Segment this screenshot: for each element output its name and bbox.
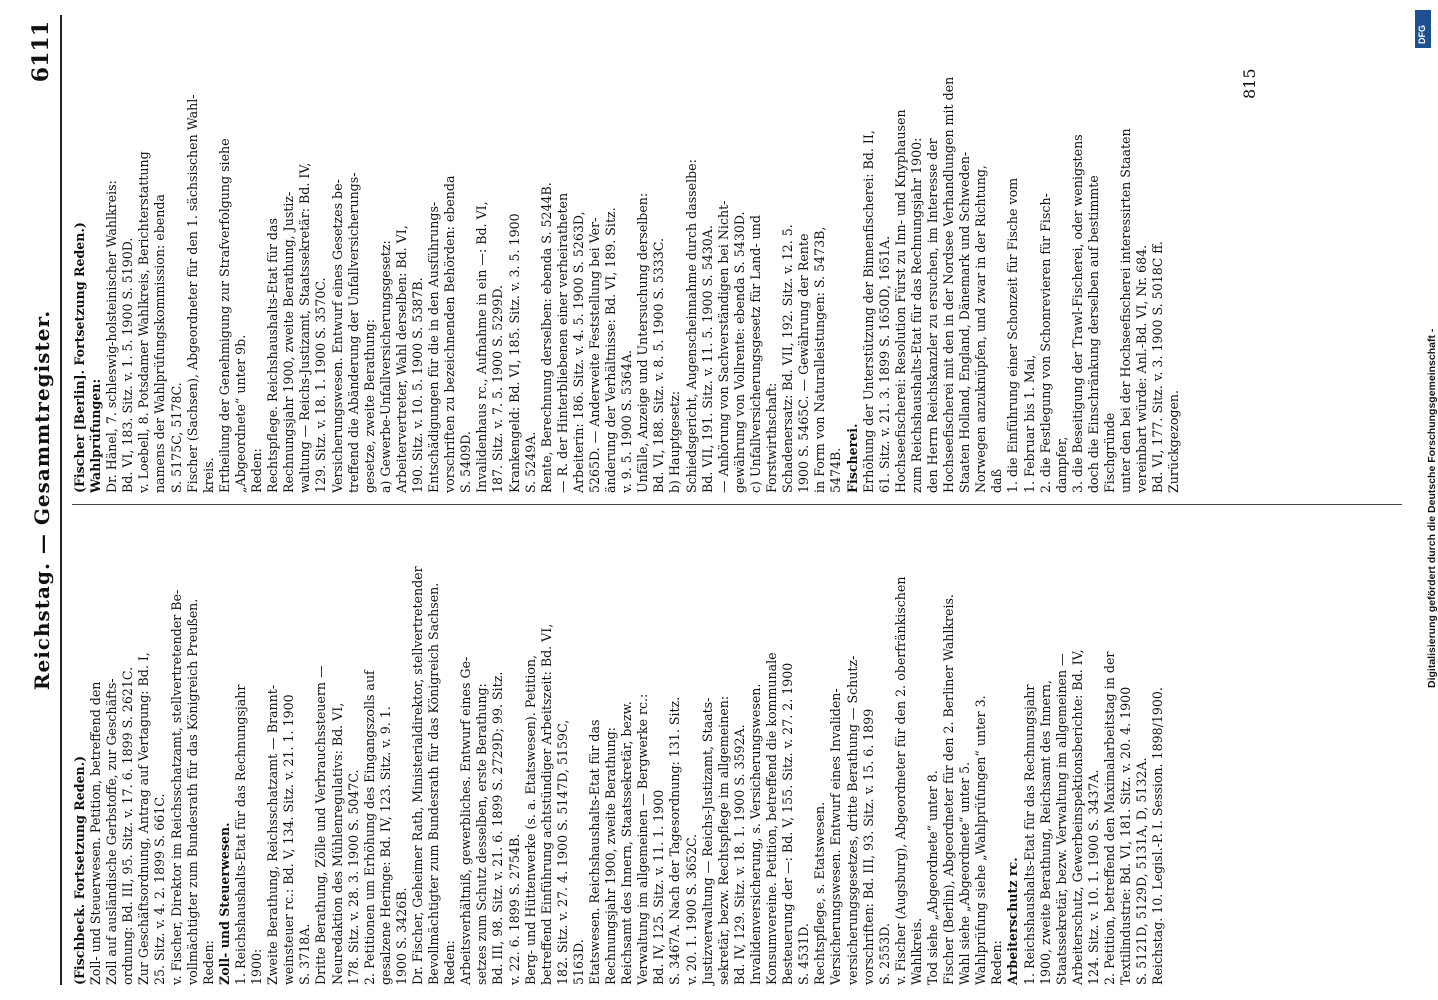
text-line: Bd. VI, 177. Sitz. v. 3. 1900 S. 5018C ff. [1150,241,1166,493]
page-title: Reichstag. — Gesammtregister. [30,309,54,691]
text-line: Invalidenversicherung, s. Versicherungswesen. [747,683,763,985]
text-line: a) Gewerbe-Unfallversicherungsgesetz: [377,240,393,493]
text-line: Staaten Holland, England, Dänemark und Schweden- [957,151,973,493]
text-line: 5474B. [828,447,844,493]
text-line: „Abgeordnete“ unter 9b. [232,334,248,493]
side-caption [1410,8,1438,688]
text-line: änderung der Verhältnisse: Bd. VI, 189. Sitz. [603,207,619,493]
left-column [72,515,1412,985]
text-line: namens der Wahlprüfungskommission: ebenda [152,194,168,493]
text-line: Arbeiterin: 186. Sitz. v. 4. 5. 1900 S. 5263D, [570,211,586,493]
footer-number: 815 [1240,68,1259,99]
text-line: Arbeitsverhältniß, gewerbliches. Entwurf eines Ge- [458,656,474,985]
text-line: betreffend Einführung achtstündiger Arbeitszeit: Bd. VI, [538,623,554,985]
text-line: ordnung: Bd. III, 95. Sitz. v. 17. 6. 1899 S. 2621C. [120,666,136,985]
text-line: 1. Reichshaushalts-Etat für das Rechnungsjahr [1021,684,1037,985]
text-line: Rechtspflege. Reichshaushalts-Etat für das [265,218,281,493]
text-line: 5265D. — Anderweite Feststellung bei Ver- [587,217,602,493]
text-line: 1. Februar bis 1. Mai, [1021,354,1037,493]
text-line: Bd. IV, 129. Sitz. v. 18. 1. 1900 S. 3592A. [731,724,747,985]
text-line: unter den bei der Hochseefischerei interessirten Staaten [1118,128,1134,493]
text-line: Berg- und Hüttenwerke (s. a. Etatswesen). Petition, [522,654,538,985]
text-line: Fischer (Berlin), Abgeordneter für den 2. Berliner Wahlkreis. [941,594,957,985]
text-line: versicherungsgesetzes, dritte Berathung — Schutz- [844,655,860,985]
text-line: Dritte Berathung, Zölle und Verbrauchssteuern — [313,665,329,985]
text-line: 1. Reichshaushalts-Etat für das Rechnungsjahr [232,684,248,985]
text-line: Reden: [442,940,458,985]
text-line: Besteuerung der —: Bd. V, 155. Sitz. v. 27. 2. 1900 [780,662,796,985]
text-line: S. 2553D. [876,923,892,985]
text-line: Justizverwaltung — Reichs-Justizamt, Staats- [699,697,715,985]
text-line: dampfer, [1053,436,1069,493]
text-line: Entschädigungen für die in den Ausführungs- [426,201,442,493]
text-line: Tod siehe „Abgeordnete“ unter 8. [924,770,940,985]
text-line: den Herrn Reichskanzler zu ersuchen, im Interesse der [924,138,940,493]
text-line: gesalzene Heringe: Bd. IV, 123. Sitz. v. 9. 1. [377,706,393,985]
text-line: b) Hauptgesetz: [667,390,683,493]
text-line: gesetze, zweite Berathung: [361,319,377,493]
text-line: vereinbart würde: Anl.-Bd. VI, Nr. 684. [1134,244,1150,493]
text-line: vorschriften zu bezeichnenden Behörden: ebenda [442,175,458,493]
text-line: 1900 S. 3426B. [393,887,409,985]
text-line: Unfälle, Anzeige und Untersuchung derselben: [635,192,651,493]
rotated-page [20,15,1420,985]
page-number: 6111 [28,21,54,83]
text-line: S. 5409D. [458,431,474,493]
text-line: Fischerei. [844,423,860,493]
text-line: 124. Sitz. v. 10. 1. 1900 S. 3437A. [1085,769,1101,985]
text-line: 182. Sitz. v. 27. 4. 1900 S. 5147D, 5159C, [554,719,570,985]
header-rule [60,15,62,985]
text-line: Reden: [989,940,1005,985]
text-line: Erhöhung der Unterstützung der Binnenfischerei: Bd. II, [860,130,876,493]
text-line: S. 5175C, 5178C. [168,382,184,493]
text-line: in Form von Naturalleistungen: S. 5473B, [812,226,828,493]
text-line: Forstwirthschaft: [764,382,780,493]
text-line: Norwegen anzuknüpfen, und zwar in der Richtung, [973,165,989,493]
text-line: Krankengeld: Bd. VI, 185. Sitz. v. 3. 5. 1900 [506,213,522,493]
text-line: Versicherungswesen. Entwurf eines Gesetzes be- [329,179,345,493]
text-line: Reichstag. 10. Legisl.-P. I. Session. 1898/1900. [1150,687,1166,985]
text-line: Fischgründe [1102,412,1117,493]
text-line: S. 4531D. [796,923,812,985]
text-line: weinsteuer rc.: Bd. V, 134. Sitz. v. 21. 1. 1900 [281,694,297,985]
text-line: gewährung von Vollrente: ebenda S. 5430D. [731,211,747,493]
text-line: Dr. Fischer, Geheimer Rath, Ministerialdirektor, stellvertretender [409,566,425,985]
text-line: Invalidenhaus rc., Aufnahme in ein —: Bd. VI, [474,201,490,493]
text-line: daß [989,469,1005,493]
text-line: doch die Einschränkung derselben auf bestimmte [1085,175,1101,493]
text-line: v. Fischer (Augsburg), Abgeordneter für den 2. oberfränkischen [892,576,908,985]
text-line: Ertheilung der Genehmigung zur Strafverfolgung siehe [216,138,232,493]
text-line: vorschriften: Bd. III, 93. Sitz. v. 15. 6. 1899 [860,708,876,985]
dfg-logo [1415,10,1431,48]
text-line: Etatswesen. Reichshaushalts-Etat für das [587,719,602,985]
text-line: Schiedsgericht, Augenscheinnahme durch dasselbe: [683,159,699,493]
text-line: Verwaltung im allgemeinen — Bergwerke rc.: [635,693,651,985]
text-line: c) Unfallversicherungsgesetz für Land- und [747,215,763,493]
side-caption-text: Digitalisierung gefördert durch die Deutsche Forschungsgemeinschaft - [1426,328,1438,688]
text-line: Rente, Berechnung derselben: ebenda S. 5244B. [538,182,554,493]
text-line: Arbeiterschutz rc. [1005,857,1021,985]
text-line: Arbeiterschutz, Gewerbeinspektionsberichte: Bd. IV, [1069,649,1085,985]
text-line: S. 5121D, 5129D, 5131A, D, 5132A. [1134,757,1150,985]
text-line: Dr. Hänel, 7. schleswig-holsteinischer Wahlkreis: [104,180,120,493]
text-line: Rechtspflege, s. Etatswesen. [812,801,828,985]
page-header [20,15,74,985]
text-line: Konsumvereine. Petition, betreffend die kommunale [764,652,780,985]
text-line: vollmächtigter zum Bundesrath für das Königreich Preußen. [184,598,200,985]
text-line: Fischer (Sachsen), Abgeordneter für den 1. sächsischen Wahl- [184,94,200,493]
text-line: 1900: [249,948,265,985]
text-line: Bd. VII, 191. Sitz. v. 11. 5. 1900 S. 5430A. [699,225,715,493]
text-line: 178. Sitz. v. 28. 3. 1900 S. 5047C. [345,769,361,985]
text-line: S. 3467A. Nach der Tagesordnung: 131. Sitz. [667,696,683,985]
text-line: S. 5249A. [522,431,538,493]
text-line: — R. der Hinterbliebenen einer verheiratheten [554,192,570,493]
text-line: Rechnungsjahr 1900, zweite Berathung, Justiz- [281,191,297,493]
text-line: Textilindustrie: Bd. VI, 181. Sitz. v. 20. 4. 1900 [1118,686,1134,985]
text-line: — Anhörung von Sachverständigen bei Nicht- [715,200,731,493]
text-line: 187. Sitz. v. 7. 5. 1900 S. 5299D. [490,284,506,493]
text-line: 2. die Festlegung von Schonrevieren für Fisch- [1037,193,1053,493]
text-line: 129. Sitz. v. 18. 1. 1900 S. 3570C. [313,277,329,493]
text-line: Zoll- und Steuerwesen. [216,822,232,985]
text-line: Zur Geschäftsordnung, Antrag auf Vertagung: Bd. I, [136,652,152,985]
text-line: 1900 S. 5465C. — Gewährung der Rente [796,233,812,493]
text-line: Arbeitervertreter, Wahl derselben: Bd. VI, [393,225,409,493]
text-line: Wahlprüfungen: [88,378,104,493]
right-column [72,23,1412,493]
text-line: (Fischer [Berlin]. Fortsetzung Reden.) [72,222,87,493]
text-line: Wahlprüfung siehe „Wahlprüfungen“ unter 3. [973,695,989,985]
text-line: treffend die Abänderung der Unfallversicherungs- [345,172,361,493]
text-line: 61. Sitz. v. 21. 3. 1899 S. 1650D, 1651A. [876,235,892,493]
text-line: 25. Sitz. v. 4. 2. 1899 S. 661C. [152,793,168,985]
text-line: v. 22. 6. 1899 S. 2754B. [506,833,522,985]
text-line: Hochseefischerei: Resolution Fürst zu Inn- und Knyphausen [892,109,908,493]
text-line: Reden: [249,448,265,493]
text-line: Neuredaktion des Mühlenregulativs: Bd. VI, [329,702,345,985]
column-divider [72,504,1402,505]
text-line: v. 9. 5. 1900 S. 5364A. [619,349,635,493]
text-line: waltung — Reichs-Justizamt, Staatssekretär: Bd. IV, [297,162,313,493]
text-line: Staatssekretär, bezw. Verwaltung im allgemeinen — [1053,653,1069,985]
text-line: Wahlkreis. [908,917,924,985]
text-line: 2. Petitionen um Erhöhung des Eingangszolls auf [361,670,377,985]
text-line: 190. Sitz. v. 10. 5. 1900 S. 5387B. [409,277,425,493]
text-line: Bd. VI, 183. Sitz. v. 1. 5. 1900 S. 5190D. [120,237,136,493]
text-line: (Fischbeck. Fortsetzung Reden.) [72,755,87,985]
text-line: v. 20. 1. 1900 S. 3652C. [683,833,699,985]
text-line: Zweite Berathung, Reichsschatzamt — Brannt- [265,684,281,985]
text-line: Reichsamt des Innern, Staatssekretär, bezw. [619,701,635,985]
text-line: Wahl siehe „Abgeordnete“ unter 5. [957,761,973,985]
text-line: Schadenersatz: Bd. VII, 192. Sitz. v. 12. 5. [780,224,796,493]
dfg-logo-text: DFG [1417,25,1427,44]
text-line: Bd. IV, 125. Sitz. v. 11. 1. 1900 [651,789,667,985]
text-line: Rechnungsjahr 1900, zweite Berathung: [603,727,619,985]
text-line: S. 3718A. [297,923,313,985]
text-line: 1900, zweite Berathung, Reichsamt des Innern, [1037,679,1053,985]
text-line: Bd. VI, 188. Sitz. v. 8. 5. 1900 S. 5333C. [651,238,667,493]
text-line: v. Loebell, 8. Potsdamer Wahlkreis, Berichterstattung [136,151,152,493]
text-line: setzes zum Schutz desselben, erste Berathung: [474,683,490,985]
text-line: 2. Petition, betreffend den Maximalarbeitstag in der [1102,651,1117,985]
text-line: 3. die Beseitigung der Trawl-Fischerei, oder wenigstens [1069,134,1085,493]
text-line: 1. die Einführung einer Schonzeit für Fische vom [1005,177,1021,493]
text-line: kreis. [200,457,216,493]
text-line: v. Fischer, Direktor im Reichsschatzamt, stellvertretender Be- [168,589,184,985]
text-line: Zoll- und Steuerwesen. Petition, betreffend den [88,681,104,985]
text-line: Bd. III, 98. Sitz. v. 21. 6. 1899 S. 2729D; 99. Sitz. [490,671,506,985]
text-line: zum Reichshaushalts-Etat für das Rechnungsjahr 1900: [908,137,924,493]
text-line: Versicherungswesen. Entwurf eines Invaliden- [828,688,844,985]
text-line: sekretär, bezw. Rechtspflege im allgemeinen: [715,695,731,985]
text-line: Zoll auf ausländische Gerbstoffe, zur Geschäfts- [104,678,120,985]
text-line: 5163D. [570,939,586,985]
text-line: Zurückgezogen. [1166,389,1182,493]
text-line: Bevollmächtigter zum Bundesrath für das Königreich Sachsen. [426,582,442,985]
text-line: Hochseefischerei mit den in der Nordsee Verhandlungen mit den [941,76,957,493]
text-line: Reden: [200,940,216,985]
